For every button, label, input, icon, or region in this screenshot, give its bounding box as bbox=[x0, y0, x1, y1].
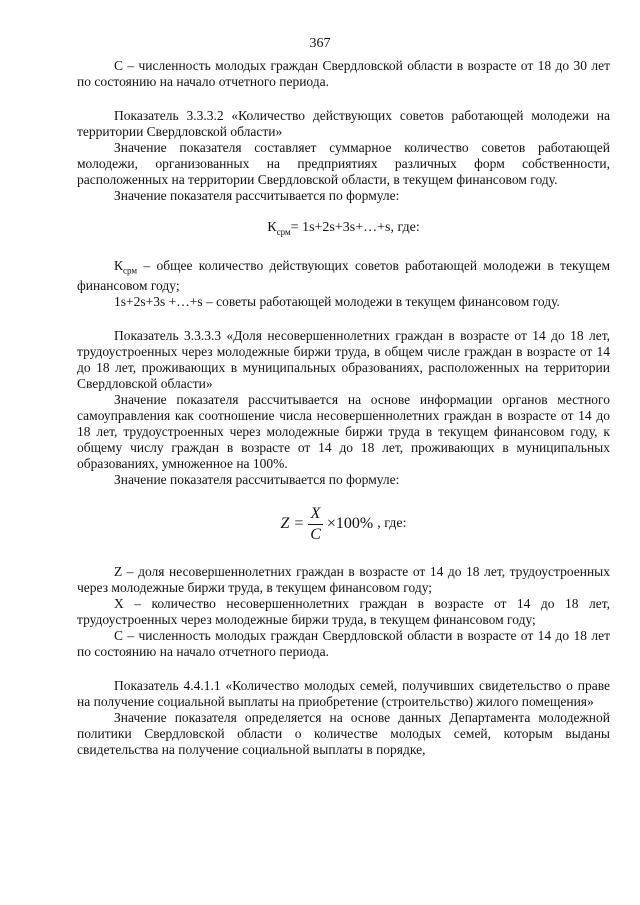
indicator-3333-formula-intro: Значение показателя рассчитывается по формуле: bbox=[114, 472, 400, 488]
indicator-3332-formula-intro: Значение показателя рассчитывается по формуле: bbox=[114, 188, 400, 203]
page-content bbox=[77, 58, 610, 758]
definition-ksrm: $К_{срм}$ – общее количество действующих советов работающей молодежи в текущем финансовом году; bbox=[77, 257, 610, 294]
formula-z: Z = $\frac{X}{C}$ ×100% , где: bbox=[280, 504, 407, 543]
indicator-4411-heading: Показатель 4.4.1.1 «Количество молодых семей, получивших свидетельство о праве на получение социальной выплаты на приобретение (строительство) жилого помещения» bbox=[77, 678, 610, 710]
indicator-3333-heading: Показатель 3.3.3.3 «Доля несовершеннолетних граждан в возрасте от 14 до 18 лет, трудоустроенных через молодежные биржи труда, в общем числе граждан в возрасте от 14 до 18 лет, проживающих в муниципальных образованиях, расположенных на территории Свердловской области» bbox=[77, 328, 610, 392]
definition-z: Z – доля несовершеннолетних граждан в возрасте от 14 до 18 лет, трудоустроенных через молодежные биржи труда, в текущем финансовом году; bbox=[77, 564, 610, 596]
definition-x: X – количество несовершеннолетних граждан в возрасте от 14 до 18 лет, трудоустроенных через молодежные биржи труда, в текущем финансовом году; bbox=[77, 596, 610, 628]
indicator-4411-description: Значение показателя определяется на основе данных Департамента молодежной политики Свердловской области о количестве молодых семей, которым выданы свидетельства на получение социальной выплаты в порядке, bbox=[77, 710, 610, 758]
definition-c-18-30: С – численность молодых граждан Свердловской области в возрасте от 18 до 30 лет по состоянию на начало отчетного периода. bbox=[77, 58, 610, 89]
formula-ksrm: $К_{срм}=$ 1s+2s+3s+…+s, где: bbox=[267, 220, 420, 237]
page-number: 367 bbox=[309, 36, 331, 51]
indicator-3332-heading: Показатель 3.3.3.2 «Количество действующих советов работающей молодежи на территории Свердловской области» bbox=[77, 108, 610, 139]
indicator-3332-description: Значение показателя составляет суммарное количество советов работающей молодежи, организованных на предприятиях различных форм собственности, расположенных на территории Свердловской области, в текущем финансовом году. bbox=[77, 140, 610, 187]
indicator-3333-description: Значение показателя рассчитывается на основе информации органов местного самоуправления как соотношение числа несовершеннолетних граждан в возрасте от 14 до 18 лет, трудоустроенных через молодежные биржи труда в текущем финансовом году, к общему числу граждан в возрасте от 14 до 18 лет, проживающих в муниципальных образованиях, умноженное на 100%. bbox=[77, 392, 610, 472]
definition-c-14-18: С – численность молодых граждан Свердловской области в возрасте от 14 до 18 лет по состоянию на начало отчетного периода. bbox=[77, 628, 610, 660]
formula-fraction: $\frac{X}{C}$ bbox=[307, 504, 324, 545]
definition-sum-councils: 1s+2s+3s +…+s – советы работающей молодежи в текущем финансовом году. bbox=[114, 294, 560, 310]
